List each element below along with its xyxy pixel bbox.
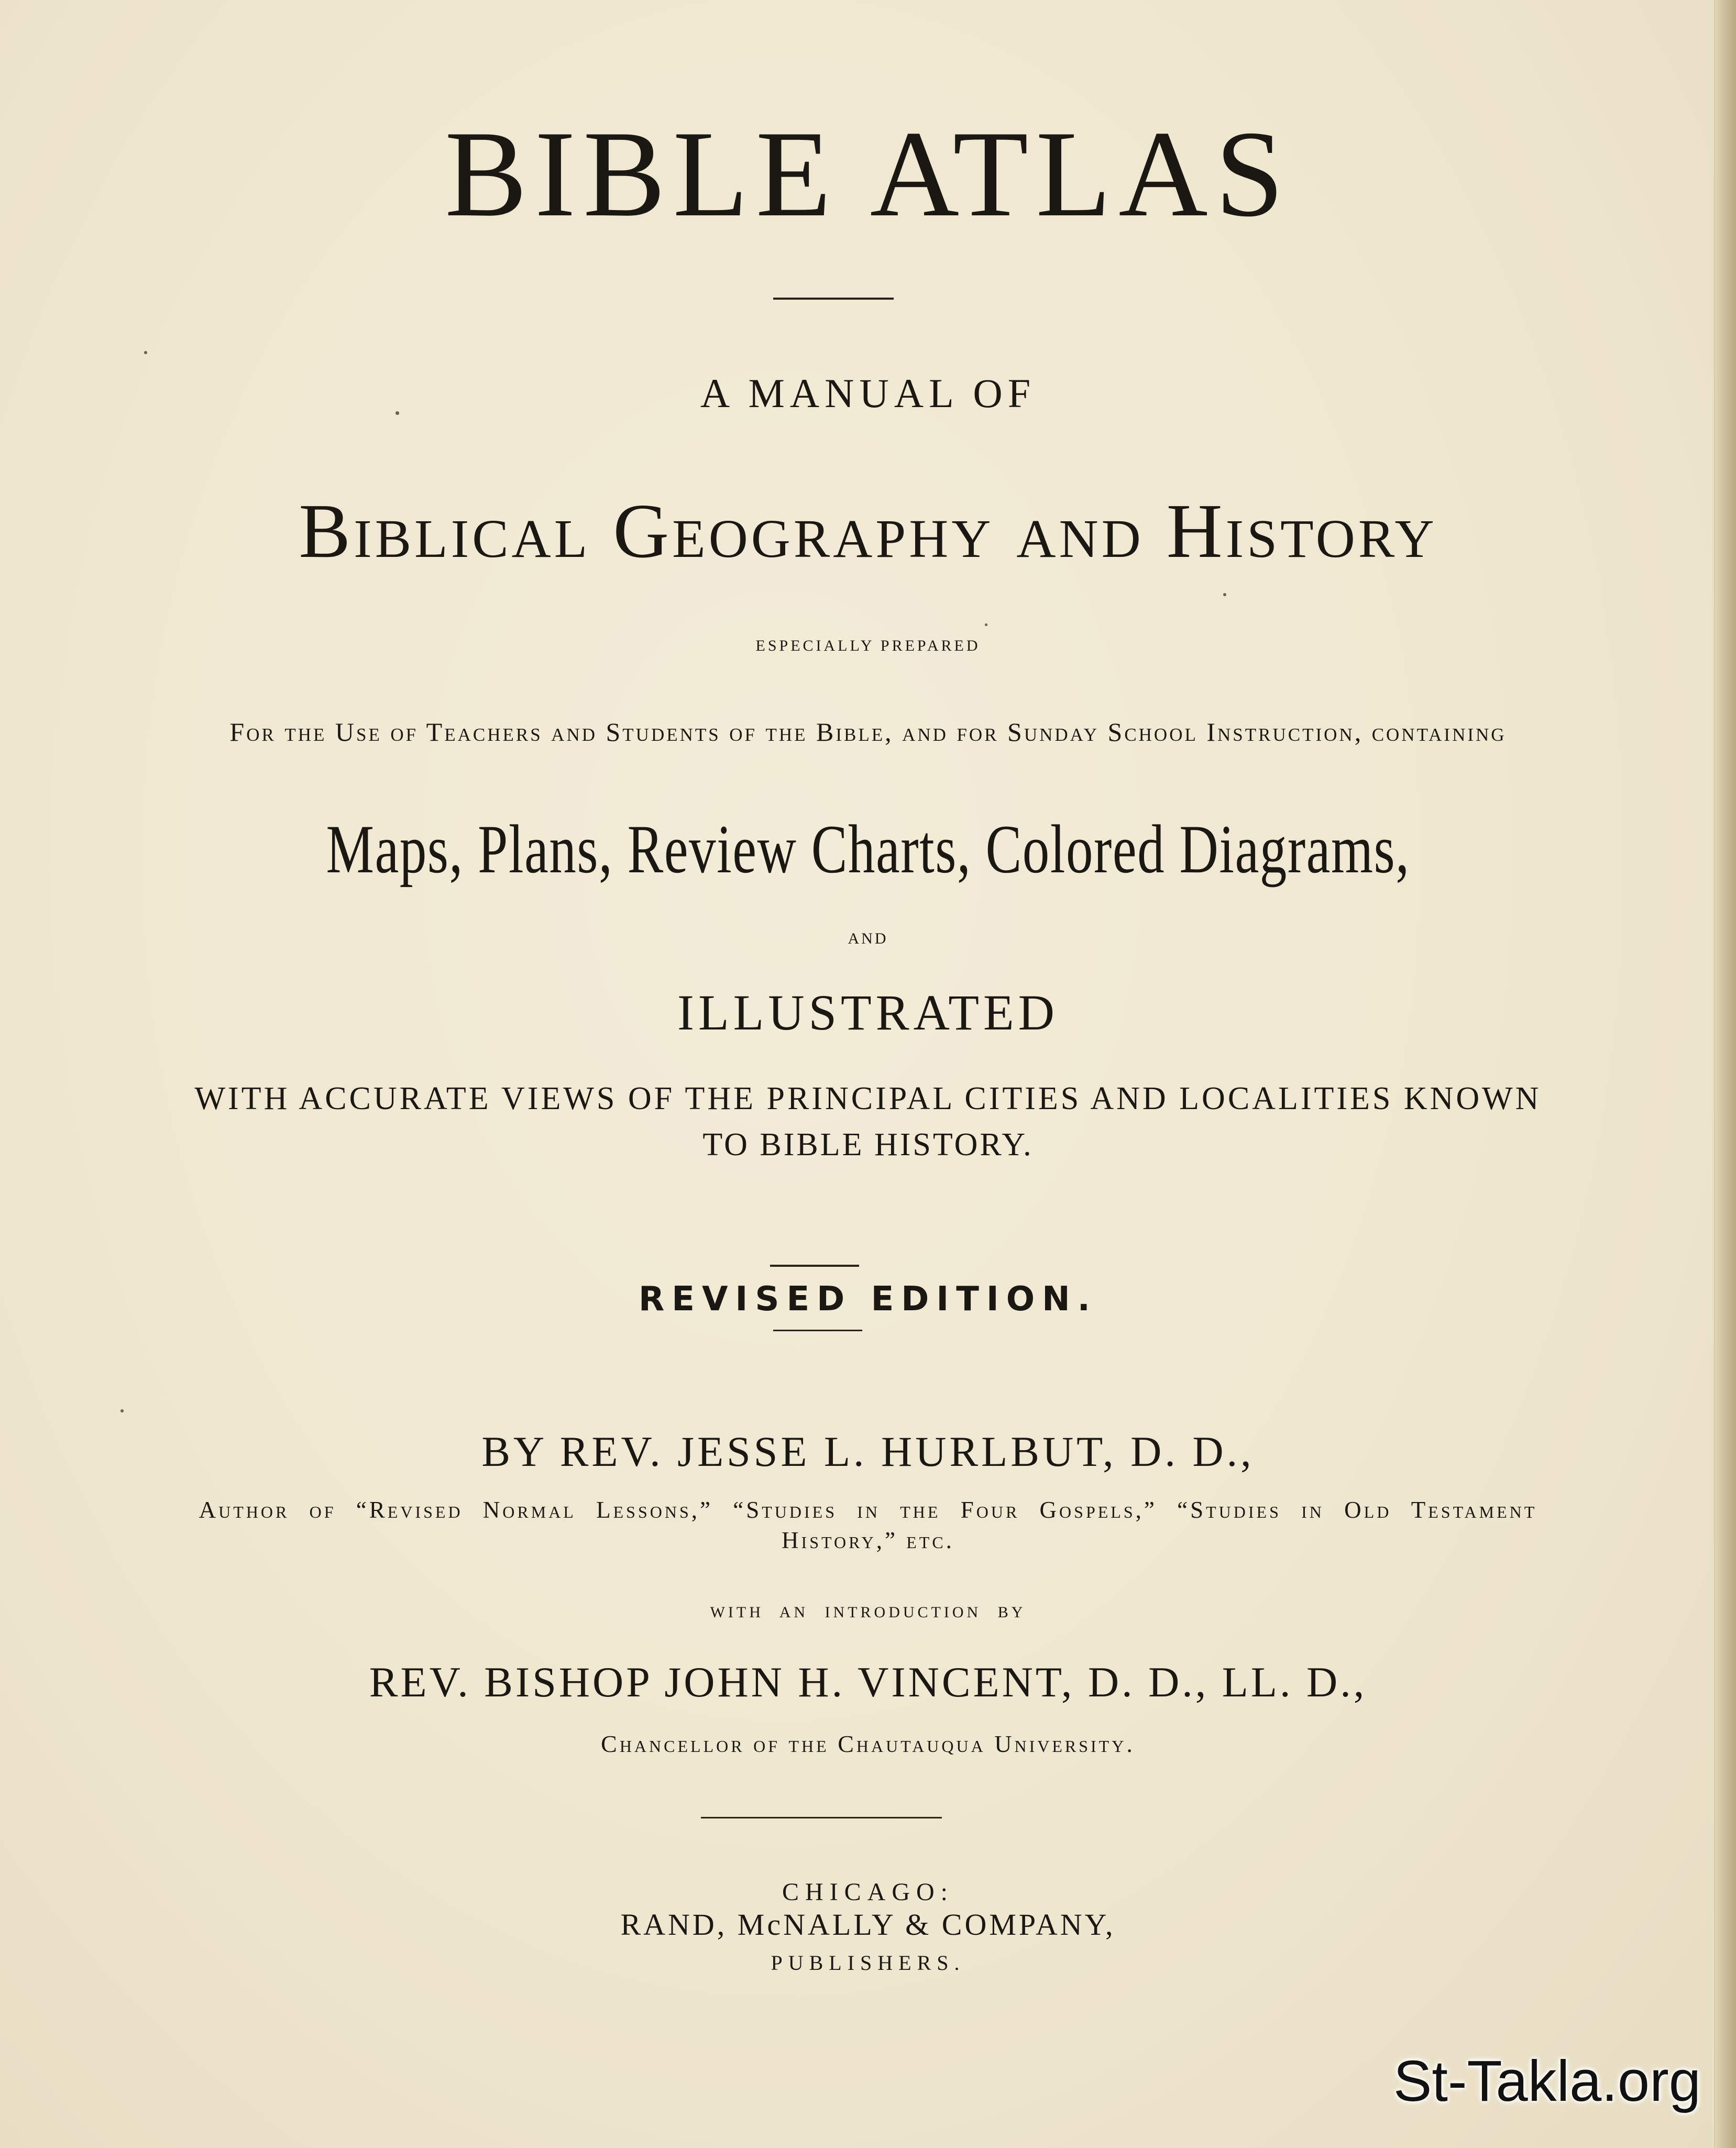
author-works-line-1: Author of “Revised Normal Lessons,” “Studies in the Four Gospels,” “Studies in Old Testament	[199, 1497, 1537, 1523]
watermark: St-Takla.org	[1393, 2049, 1701, 2113]
especially-prepared: ESPECIALLY PREPARED	[755, 637, 981, 654]
imprint-city: CHICAGO:	[782, 1878, 954, 1906]
title-rule	[773, 298, 894, 300]
intended-audience: For the Use of Teachers and Students of the Bible, and for Sunday School Instruction, containing	[229, 717, 1507, 747]
paper-speck	[985, 623, 987, 626]
views-line-1: WITH ACCURATE VIEWS OF THE PRINCIPAL CITIES AND LOCALITIES KNOWN	[194, 1081, 1542, 1116]
and-connector: AND	[848, 930, 888, 947]
paper-speck	[395, 411, 399, 415]
edition-rule-bottom	[773, 1330, 862, 1331]
paper-speck	[120, 1409, 124, 1412]
subtitle-manual-of: A MANUAL OF	[700, 370, 1036, 416]
contents-line: Maps, Plans, Review Charts, Colored Diagrams,	[326, 810, 1410, 887]
illustrated-heading: ILLUSTRATED	[677, 984, 1059, 1040]
views-line-2: TO BIBLE HISTORY.	[702, 1127, 1034, 1163]
paper-speck	[144, 351, 147, 354]
page-edge-shadow	[1714, 0, 1736, 2148]
edition-label: REVISED EDITION.	[639, 1280, 1097, 1319]
imprint-rule	[701, 1817, 942, 1818]
introducer-name: REV. BISHOP JOHN H. VINCENT, D. D., LL. D.,	[369, 1658, 1367, 1706]
introduction-by: WITH AN INTRODUCTION BY	[710, 1604, 1026, 1621]
imprint-publisher: RAND, McNALLY & COMPANY,	[620, 1908, 1116, 1942]
paper-speck	[1223, 593, 1226, 596]
imprint-publishers-label: PUBLISHERS.	[771, 1951, 965, 1975]
introducer-title: Chancellor of the Chautauqua University.	[601, 1730, 1135, 1757]
subtitle-subject: Biblical Geography and History	[299, 488, 1437, 574]
book-title: BIBLE ATLAS	[445, 106, 1291, 243]
author-line: BY REV. JESSE L. HURLBUT, D. D.,	[481, 1428, 1255, 1475]
edition-rule-top	[770, 1265, 859, 1267]
author-works-line-2: History,” etc.	[782, 1527, 954, 1553]
